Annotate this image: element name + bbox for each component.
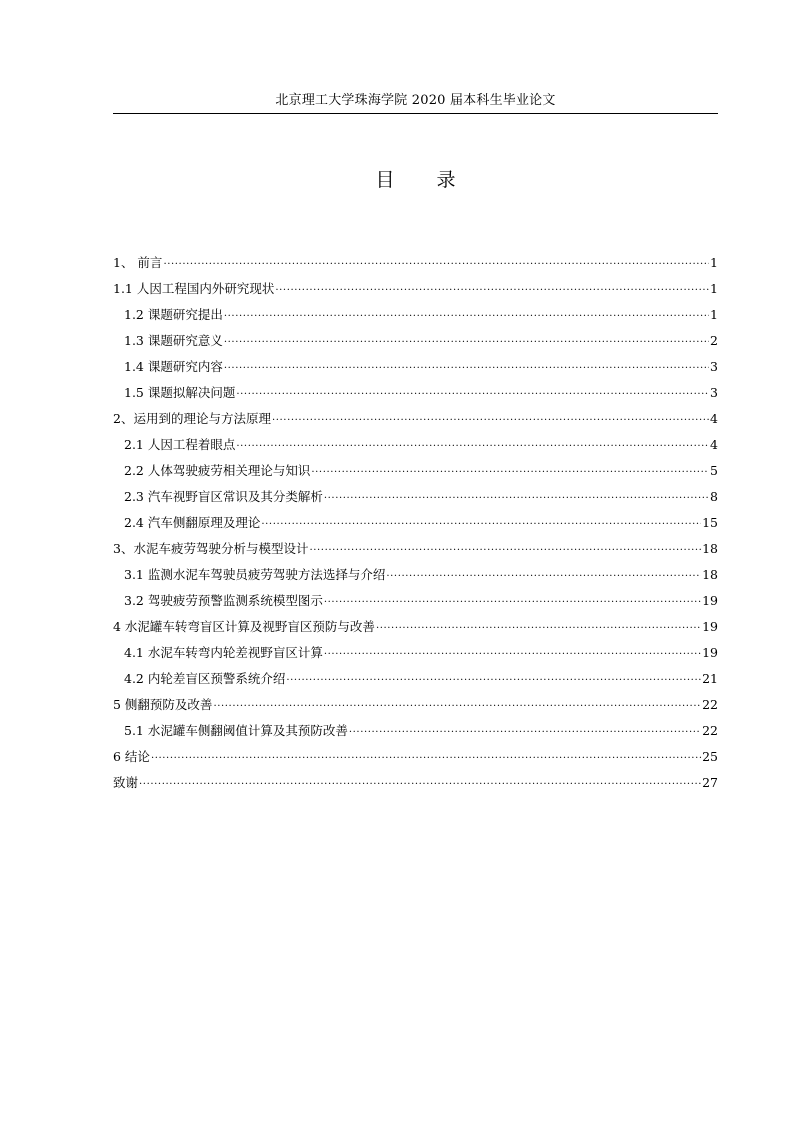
toc-entry-page-number: 15: [702, 515, 718, 530]
toc-entry-label: 1.5 课题拟解决问题: [124, 385, 236, 400]
toc-entry[interactable]: [113, 323, 718, 349]
toc-entry-label: 3、水泥车疲劳驾驶分析与模型设计: [113, 541, 309, 556]
toc-dot-leader: [324, 486, 709, 504]
toc-dot-leader: [151, 746, 701, 764]
toc-entry-label: 4 水泥罐车转弯盲区计算及视野盲区预防与改善: [113, 619, 375, 634]
toc-dot-leader: [224, 304, 709, 322]
toc-entry-label: 5 侧翻预防及改善: [113, 697, 213, 712]
toc-entry-label: 2、运用到的理论与方法原理: [113, 411, 271, 426]
toc-entry-page-number: 1: [710, 255, 718, 270]
toc-entry[interactable]: [113, 583, 718, 609]
toc-entry-page-number: 18: [702, 567, 718, 582]
toc-entry[interactable]: [113, 427, 718, 453]
toc-entry-page-number: 27: [702, 775, 718, 790]
table-of-contents: [113, 245, 718, 791]
toc-dot-leader: [261, 512, 701, 530]
toc-entry-page-number: 22: [702, 697, 718, 712]
toc-entry[interactable]: [113, 375, 718, 401]
page-header: 北京理工大学珠海学院 2020 届本科生毕业论文: [275, 93, 556, 108]
toc-dot-leader: [386, 564, 701, 582]
header-rule: [113, 113, 718, 114]
toc-entry[interactable]: [113, 505, 718, 531]
toc-entry-page-number: 4: [710, 411, 718, 426]
toc-entry-label: 1.1 人因工程国内外研究现状: [113, 281, 275, 296]
toc-entry[interactable]: [113, 687, 718, 713]
toc-entry-page-number: 8: [710, 489, 718, 504]
toc-dot-leader: [139, 772, 701, 790]
toc-dot-leader: [324, 590, 701, 608]
toc-entry-page-number: 19: [702, 593, 718, 608]
toc-dot-leader: [286, 668, 701, 686]
toc-entry-page-number: 19: [702, 619, 718, 634]
toc-entry-page-number: 2: [710, 333, 718, 348]
toc-entry[interactable]: [113, 609, 718, 635]
toc-entry[interactable]: [113, 739, 718, 765]
toc-entry-label: 2.2 人体驾驶疲劳相关理论与知识: [124, 463, 311, 478]
toc-entry-page-number: 21: [702, 671, 718, 686]
toc-entry-label: 1、 前言: [113, 255, 163, 270]
toc-entry-label: 4.2 内轮差盲区预警系统介绍: [124, 671, 286, 686]
toc-title: 目 录: [375, 169, 474, 191]
toc-entry-label: 2.1 人因工程着眼点: [124, 437, 236, 452]
toc-entry[interactable]: [113, 401, 718, 427]
toc-dot-leader: [311, 460, 709, 478]
toc-entry-label: 3.1 监测水泥车驾驶员疲劳驾驶方法选择与介绍: [124, 567, 386, 582]
toc-entry-label: 4.1 水泥车转弯内轮差视野盲区计算: [124, 645, 323, 660]
toc-entry-label: 5.1 水泥罐车侧翻阈值计算及其预防改善: [124, 723, 348, 738]
toc-entry-page-number: 1: [710, 307, 718, 322]
toc-entry-page-number: 3: [710, 359, 718, 374]
toc-entry-label: 1.2 课题研究提出: [124, 307, 223, 322]
toc-entry-page-number: 19: [702, 645, 718, 660]
toc-entry[interactable]: [113, 453, 718, 479]
toc-entry[interactable]: [113, 297, 718, 323]
toc-entry-page-number: 25: [702, 749, 718, 764]
toc-dot-leader: [213, 694, 701, 712]
toc-dot-leader: [324, 642, 701, 660]
toc-entry-page-number: 22: [702, 723, 718, 738]
toc-dot-leader: [224, 330, 709, 348]
toc-entry[interactable]: [113, 661, 718, 687]
toc-entry-label: 6 结论: [113, 749, 150, 764]
toc-entry[interactable]: [113, 245, 718, 271]
toc-entry-page-number: 4: [710, 437, 718, 452]
toc-entry-label: 3.2 驾驶疲劳预警监测系统模型图示: [124, 593, 323, 608]
toc-entry-label: 2.4 汽车侧翻原理及理论: [124, 515, 261, 530]
toc-entry[interactable]: [113, 531, 718, 557]
toc-dot-leader: [236, 434, 709, 452]
toc-entry[interactable]: [113, 479, 718, 505]
toc-entry-page-number: 5: [710, 463, 718, 478]
toc-entry[interactable]: [113, 635, 718, 661]
toc-entry[interactable]: [113, 271, 718, 297]
toc-entry[interactable]: [113, 765, 718, 791]
toc-dot-leader: [272, 408, 709, 426]
toc-entry-page-number: 3: [710, 385, 718, 400]
toc-entry[interactable]: [113, 713, 718, 739]
toc-dot-leader: [376, 616, 701, 634]
toc-entry-label: 致谢: [113, 775, 139, 790]
toc-dot-leader: [224, 356, 709, 374]
toc-entry-page-number: 1: [710, 281, 718, 296]
toc-entry[interactable]: [113, 349, 718, 375]
toc-entry-label: 1.3 课题研究意义: [124, 333, 223, 348]
toc-entry-label: 2.3 汽车视野盲区常识及其分类解析: [124, 489, 323, 504]
toc-dot-leader: [275, 278, 709, 296]
toc-entry-label: 1.4 课题研究内容: [124, 359, 223, 374]
toc-dot-leader: [309, 538, 701, 556]
toc-dot-leader: [349, 720, 701, 738]
toc-entry[interactable]: [113, 557, 718, 583]
toc-dot-leader: [163, 252, 709, 270]
toc-entry-page-number: 18: [702, 541, 718, 556]
toc-dot-leader: [236, 382, 709, 400]
